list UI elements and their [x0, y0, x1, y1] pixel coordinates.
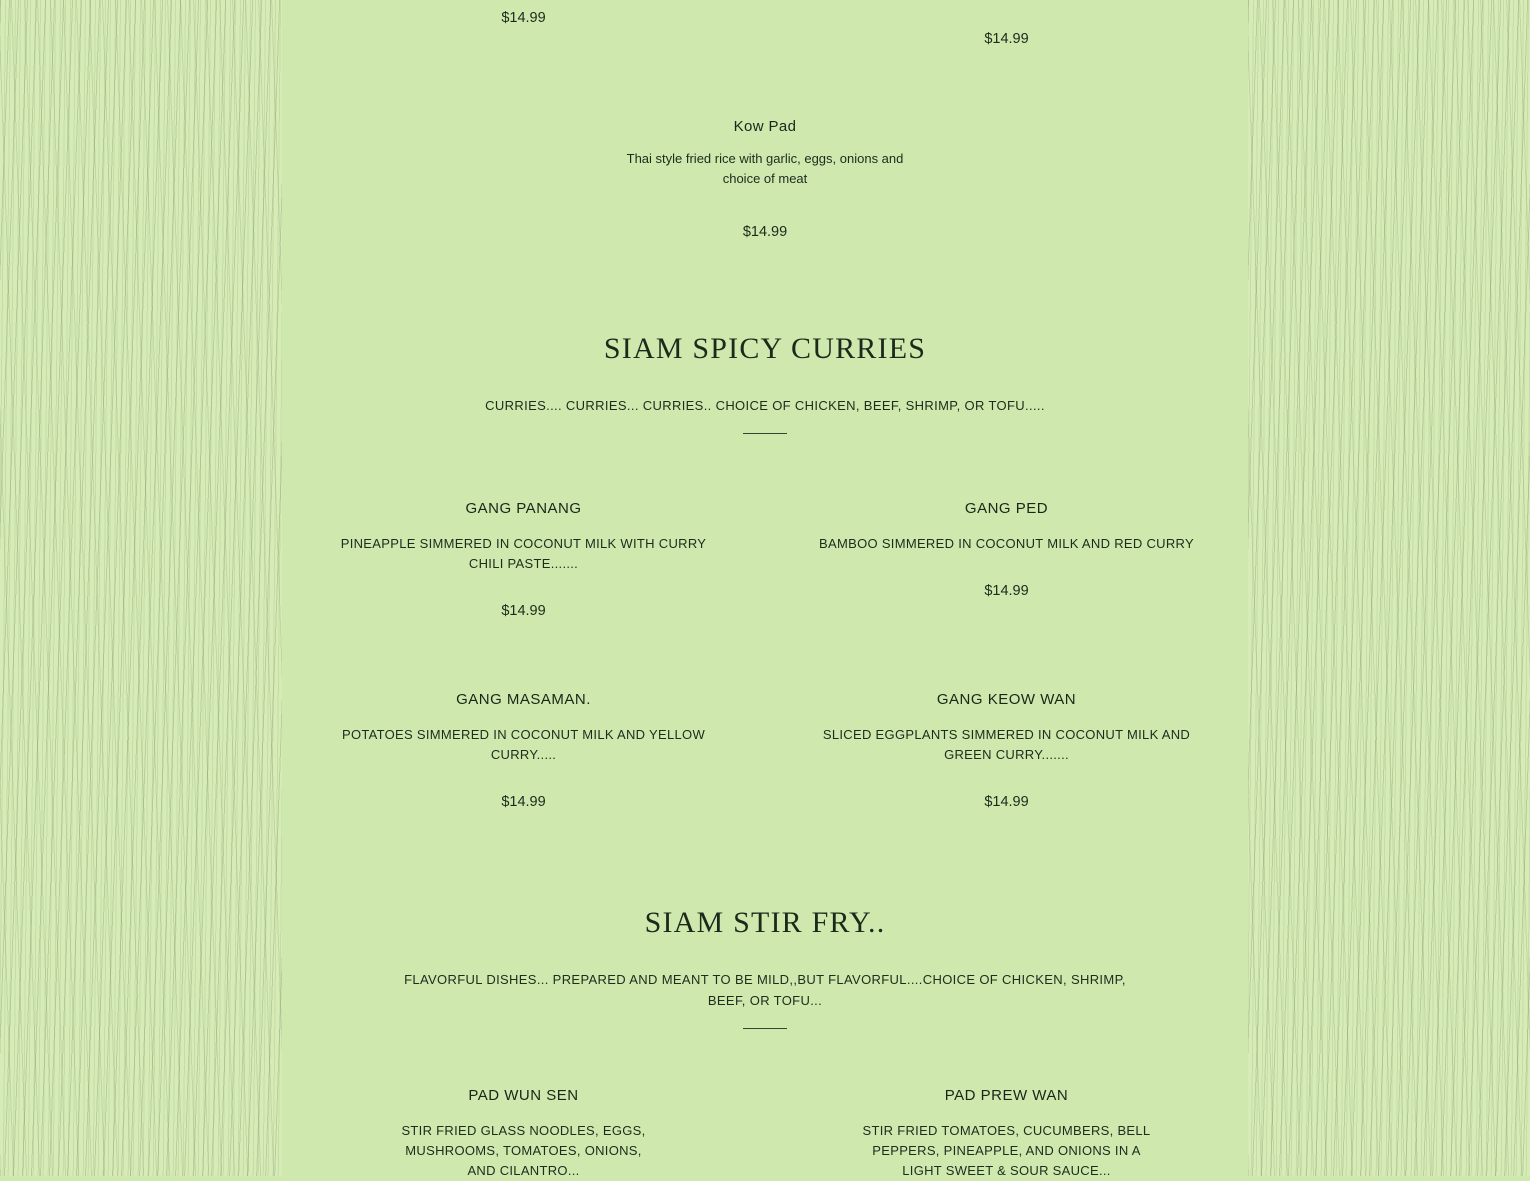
section-title: SIAM STIR FRY.. [644, 906, 886, 939]
item-description: POTATOES SIMMERED IN COCONUT MILK AND YELLOW CURRY..... [341, 727, 706, 763]
item-description: PINEAPPLE SIMMERED IN COCONUT MILK WITH CURRY CHILI PASTE....... [340, 536, 707, 572]
item-description: STIR FRIED GLASS NOODLES, EGGS, MUSHROOMS, TOMATOES, ONIONS, AND CILANTRO... [401, 1123, 646, 1179]
item-description: Thai style fried rice with garlic, eggs, onions and choice of meat [626, 151, 904, 187]
item-title: PAD PREW WAN [944, 1087, 1069, 1104]
item-title: GANG PANANG [465, 500, 582, 517]
menu-item [282, 1087, 765, 1181]
item-description: STIR FRIED TOMATOES, CUCUMBERS, BELL PEPPERS, PINEAPPLE, AND ONIONS IN A LIGHT SWEET & SOUR SAUCE... [862, 1123, 1151, 1179]
left-texture-panel [0, 0, 282, 1176]
item-price: $14.99 [984, 583, 1029, 600]
menu-item [282, 500, 765, 623]
menu-page [282, 0, 1248, 1179]
item-price: $14.99 [501, 794, 546, 811]
section-divider [743, 433, 787, 434]
top-price-row [282, 8, 1248, 51]
stir-fry-row-1 [282, 1087, 1248, 1181]
price: $14.99 [501, 10, 546, 26]
section-divider [743, 1028, 787, 1029]
menu-item-kow-pad [282, 118, 1248, 244]
section-siam-stir-fry [282, 906, 1248, 1029]
right-texture-panel [1248, 0, 1530, 1176]
price: $14.99 [984, 31, 1029, 47]
menu-item [765, 691, 1248, 814]
item-price: $14.99 [984, 794, 1029, 811]
item-title: GANG KEOW WAN [936, 691, 1077, 708]
item-description: SLICED EGGPLANTS SIMMERED IN COCONUT MILK AND GREEN CURRY....... [822, 727, 1191, 763]
section-subtitle: FLAVORFUL DISHES... PREPARED AND MEANT TO BE MILD,,BUT FLAVORFUL....CHOICE OF CHICKEN, SHRIMP, BEEF, OR TOFU... [404, 972, 1126, 1008]
section-siam-spicy-curries [282, 332, 1248, 434]
item-title: GANG MASAMAN. [456, 691, 591, 708]
menu-item [282, 691, 765, 814]
item-title: PAD WUN SEN [468, 1087, 579, 1104]
item-title: GANG PED [964, 500, 1049, 517]
curries-row-1 [282, 500, 1248, 623]
item-price: $14.99 [742, 224, 788, 241]
item-price: $14.99 [501, 603, 546, 620]
item-description: BAMBOO SIMMERED IN COCONUT MILK AND RED CURRY [819, 536, 1194, 551]
item-title: Kow Pad [733, 118, 797, 135]
section-subtitle: CURRIES.... CURRIES... CURRIES.. CHOICE OF CHICKEN, BEEF, SHRIMP, OR TOFU..... [485, 398, 1045, 413]
menu-item [765, 1087, 1248, 1181]
curries-row-2 [282, 691, 1248, 814]
section-title: SIAM SPICY CURRIES [603, 332, 927, 365]
menu-item [765, 500, 1248, 623]
